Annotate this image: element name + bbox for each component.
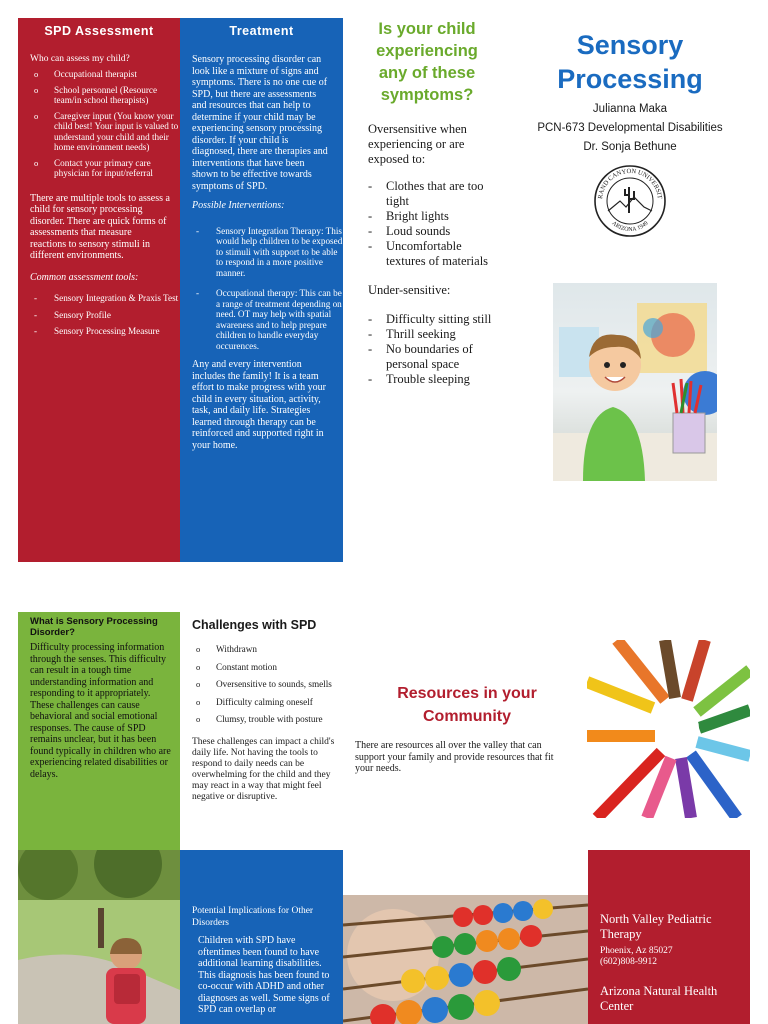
list-item: - Uncomfortable textures of materials: [368, 239, 492, 269]
interventions-list: [180, 226, 343, 352]
list-item: - No boundaries of personal space: [368, 342, 492, 372]
undersensitive-list: [368, 312, 492, 387]
list-item: o Constant motion: [180, 662, 343, 673]
cover-course: PCN-673 Developmental Disabilities: [537, 122, 723, 134]
list-item: o School personnel (Resource team/in school therapists): [18, 85, 180, 106]
university-seal: [592, 163, 668, 239]
oversensitive-label: Oversensitive when experiencing or are exposed to:: [368, 122, 467, 166]
list-item: o Difficulty calming oneself: [180, 697, 343, 708]
challenges-list: [180, 644, 343, 725]
oversensitive-list: [368, 179, 492, 269]
list-item: - Sensory Integration & Praxis Test: [18, 293, 180, 304]
seal-top-text: RAND CANYON UNIVERSIT: [597, 167, 663, 200]
spd-assessment-panel: [18, 18, 180, 562]
cover-author: Julianna Maka: [592, 103, 668, 115]
list-item: - Sensory Integration Therapy: This would help children to be exposed to stimuli with support to be able to respond in a more positive manner.: [180, 226, 343, 279]
treatment-closing: Any and every intervention includes the family! It is a team effort to make progress with your child in every situation, activity, task, and daily life. Strategies learned through therapy can be reinforced and supported right in your home.: [192, 359, 326, 451]
list-item: - Sensory Profile: [18, 310, 180, 321]
challenges-text: These challenges can impact a child's daily life. Not having the tools to respond to daily needs can be overwhelming for the child and they may react in a way that might feel negative or disruptive.: [192, 736, 335, 802]
what-is-spd-text: Difficulty processing information through the senses. This difficulty can result in a tough time understanding information and responding to it appropriately. These challenges can cause behavioral and social emotional responses. The cause of SPD remains unclear, but it has been found typically in children who are experiencing related disabilities or delays.: [30, 642, 171, 780]
what-is-spd-heading: What is Sensory Processing Disorder?: [30, 616, 158, 638]
colored-pencils-illustration: [587, 640, 750, 818]
challenges-panel: [180, 612, 343, 850]
abacus-illustration: [343, 895, 588, 1024]
list-item: o Occupational therapist: [18, 69, 180, 80]
treatment-intro: Sensory processing disorder can look like a mixture of signs and symptoms. There is no one cue of SPD, but there are assessments and resources that can help to determine if your child may be experiencing sensory processing disorder. If your child is diagnosed, there are therapies and interventions that have been shown to be effective towards symptoms of SPD.: [192, 54, 328, 192]
contact-name: North Valley Pediatric Therapy: [600, 912, 712, 941]
resources-panel: [352, 682, 582, 792]
cover-instructor: Dr. Sonja Bethune: [583, 141, 677, 153]
assess-question: Who can assess my child?: [30, 54, 130, 64]
contact-card: [600, 912, 744, 968]
contact-address: Phoenix, Az 85027: [600, 946, 673, 956]
contact-card: [600, 984, 744, 1014]
list-item: - Clothes that are too tight: [368, 179, 492, 209]
list-item: - Loud sounds: [368, 224, 492, 239]
child-drawing-photo: [553, 283, 717, 481]
university-seal-icon: [592, 163, 668, 239]
colored-pencils-photo: [587, 640, 750, 818]
resources-text: There are resources all over the valley that can support your family and provide resources that fit your needs.: [355, 740, 554, 774]
tools-list: [18, 293, 180, 337]
list-item: - Thrill seeking: [368, 327, 492, 342]
tools-label: Common assessment tools:: [30, 271, 139, 283]
tools-text: There are multiple tools to assess a child for sensory processing disorder. There are quick forms of assessments that measure reactions to sensory stimuli in different environments.: [30, 192, 170, 261]
cover-title: Sensory Processing: [557, 30, 703, 94]
seal-bottom-text: ARIZONA 1949: [610, 220, 650, 234]
contact-phone: (602)808-9912: [600, 957, 657, 967]
list-item: o Caregiver input (You know your child best! Your input is valued to understand your child and their home environment needs): [18, 111, 180, 153]
list-item: - Sensory Processing Measure: [18, 326, 180, 337]
list-item: - Difficulty sitting still: [368, 312, 492, 327]
treatment-heading: Treatment: [229, 24, 294, 38]
what-is-spd-panel: [18, 612, 180, 850]
symptoms-heading: Is your child experiencing any of these symptoms?: [376, 20, 478, 104]
child-drawing-illustration: [553, 283, 717, 481]
abacus-photo: [343, 895, 588, 1024]
treatment-panel: [180, 18, 343, 562]
undersensitive-label: Under-sensitive:: [368, 283, 451, 297]
symptoms-panel: [362, 18, 492, 562]
implications-heading: Potential Implications for Other Disorders: [192, 906, 314, 928]
list-item: - Bright lights: [368, 209, 492, 224]
contact-name: Arizona Natural Health Center: [600, 984, 718, 1013]
list-item: - Occupational therapy: This can be a range of treatment depending on need. OT may help with spatial awareness and to help prepare children to handle everyday occurences.: [180, 288, 343, 351]
spd-assessment-heading: SPD Assessment: [44, 24, 154, 38]
child-walking-illustration: [18, 850, 180, 1024]
implications-panel: [180, 850, 343, 1024]
child-walking-photo: [18, 850, 180, 1024]
contacts-panel: [588, 850, 750, 1024]
assessor-list: [18, 69, 180, 179]
implications-text: Children with SPD have oftentimes been found to have additional learning disabilities. This diagnosis has been found to co-occur with ADHD and other diagnoses as well. Some signs of SPD can overlap or: [198, 935, 330, 1015]
list-item: o Oversensitive to sounds, smells: [180, 679, 343, 690]
list-item: o Withdrawn: [180, 644, 343, 655]
challenges-heading: Challenges with SPD: [192, 618, 317, 632]
list-item: o Contact your primary care physician for input/referral: [18, 158, 180, 179]
list-item: - Trouble sleeping: [368, 372, 492, 387]
svg-text:ARIZONA 1949: [610, 221, 649, 234]
resources-heading: Resources in your Community: [397, 685, 537, 725]
list-item: o Clumsy, trouble with posture: [180, 714, 343, 725]
interventions-label: Possible Interventions:: [192, 200, 285, 211]
